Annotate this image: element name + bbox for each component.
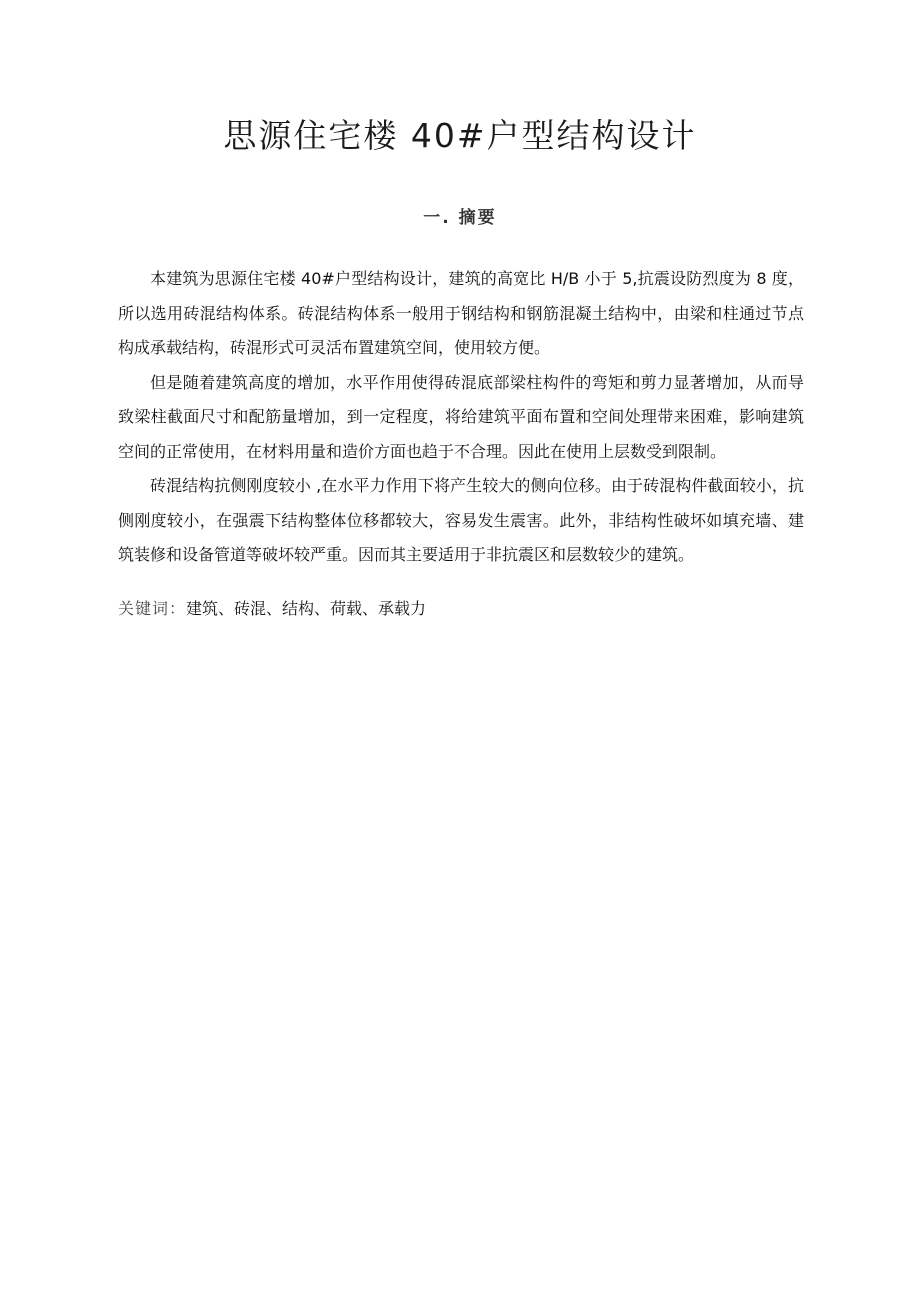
keywords-line [118,595,804,623]
abstract-paragraph: 但是随着建筑高度的增加，水平作用使得砖混底部梁柱构件的弯矩和剪力显著增加，从而导致梁柱截面尺寸和配筋量增加，到一定程度，将给建筑平面布置和空间处理带来困难，影响建筑空间的正常使用，在材料用量和造价方面也趋于不合理。因此在使用上层数受到限制。 [118,372,804,461]
abstract-paragraph: 砖混结构抗侧刚度较小 ,在水平力作用下将产生较大的侧向位移。由于砖混构件截面较小，抗侧刚度较小，在强震下结构整体位移都较大，容易发生震害。此外，非结构性破坏如填充墙、建筑装修和设备管道等破坏较严重。因而其主要适用于非抗震区和层数较少的建筑。 [118,476,804,564]
abstract-paragraph: 本建筑为思源住宅楼 40#户型结构设计，建筑的高宽比 H/B 小于 5,抗震设防烈度为 8 度，所以选用砖混结构体系。砖混结构体系一般用于钢结构和钢筋混凝土结构中，由梁和柱通过节点构成承载结构，砖混形式可灵活布置建筑空间，使用较方便。 [118,269,804,357]
keywords-value: 建筑、砖混、结构、荷载、承载力 [186,599,427,618]
abstract-body [118,262,804,573]
section-heading-abstract: 一. 摘要 [423,208,497,228]
keywords-label: 关键词： [118,599,187,618]
document-title: 思源住宅楼 40#户型结构设计 [223,116,697,155]
